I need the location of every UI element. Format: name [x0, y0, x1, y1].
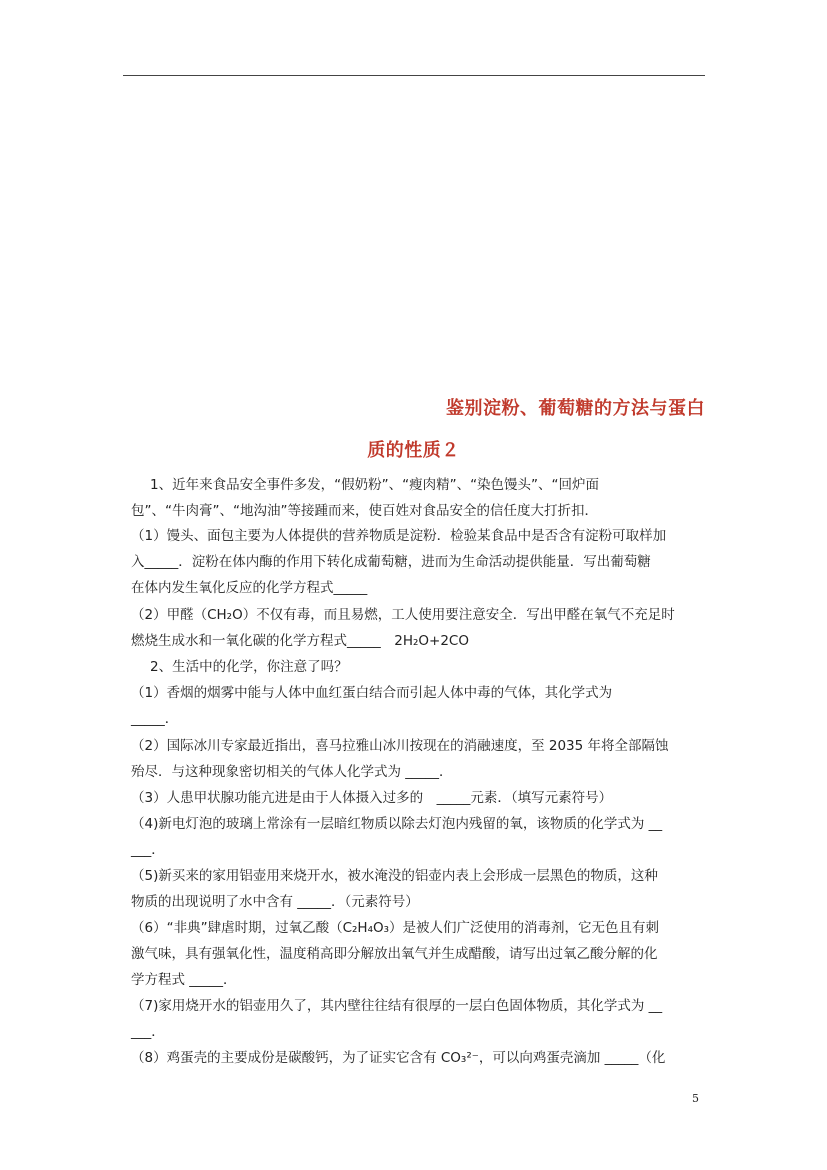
- text-line: （2）甲醛（CH₂O）不仅有毒，而且易燃，工人使用要注意安全．写出甲醛在氧气不充足时: [131, 607, 675, 623]
- text-line: ___．: [131, 1024, 165, 1040]
- text-line: 物质的出现说明了水中含有 _____．（元素符号）: [131, 894, 419, 910]
- text-line: （3）人患甲状腺功能亢进是由于人体摄入过多的 _____元素．（填写元素符号）: [131, 790, 613, 806]
- text-line: 学方程式 _____．: [131, 972, 237, 988]
- text-line: （1）香烟的烟雾中能与人体中血红蛋白结合而引起人体中毒的气体，其化学式为: [131, 685, 613, 701]
- text-line: （1）馒头、面包主要为人体提供的营养物质是淀粉．检验某食品中是否含有淀粉可取样加: [131, 528, 667, 544]
- text-line: _____．: [131, 711, 179, 727]
- text-line: 2、生活中的化学，你注意了吗？: [150, 659, 348, 675]
- text-line: （7)家用烧开水的铝壶用久了，其内壁往往结有很厚的一层白色固体物质，其化学式为 __: [131, 998, 663, 1014]
- title-line-2: 质的性质２: [367, 440, 460, 461]
- header-rule: [123, 75, 705, 76]
- text-line: 包”、“牛肉膏”、“地沟油”等接踵而来，使百姓对食品安全的信任度大打折扣．: [131, 503, 598, 519]
- text-line: 激气味，具有强氧化性，温度稍高即分解放出氧气并生成醋酸，请写出过氧乙酸分解的化: [131, 946, 658, 962]
- text-line: 在体内发生氧化反应的化学方程式_____: [131, 580, 368, 596]
- title-line-1: 鉴别淀粉、葡萄糖的方法与蛋白: [446, 398, 705, 419]
- text-line: 燃烧生成水和一氧化碳的化学方程式_____ 2H₂O+2CO: [131, 633, 469, 649]
- page-number: 5: [692, 1092, 699, 1105]
- text-line: （5)新买来的家用铝壶用来烧开水，被水淹没的铝壶内表上会形成一层黑色的物质，这种: [131, 868, 658, 884]
- text-line: （8）鸡蛋壳的主要成份是碳酸钙，为了证实它含有 CO₃²⁻，可以向鸡蛋壳滴加 _____（化: [131, 1050, 666, 1066]
- text-line: （4)新电灯泡的玻璃上常涂有一层暗红物质以除去灯泡内残留的氧，该物质的化学式为 __: [131, 816, 663, 832]
- text-line: （6）“非典”肆虐时期，过氧乙酸（C₂H₄O₃）是被人们广泛使用的消毒剂，它无色且有刺: [131, 920, 660, 936]
- text-line: ___．: [131, 842, 165, 858]
- text-line: 1、近年来食品安全事件多发，“假奶粉”、“瘦肉精”、“染色馒头”、“回炉面: [150, 477, 600, 493]
- text-line: 殆尽．与这种现象密切相关的气体人化学式为 _____．: [131, 764, 453, 780]
- text-line: （2）国际冰川专家最近指出，喜马拉雅山冰川按现在的消融速度，至 2035 年将全部隔蚀: [131, 738, 669, 754]
- text-line: 入_____．淀粉在体内酶的作用下转化成葡萄糖，进而为生命活动提供能量．写出葡萄糖: [131, 554, 651, 570]
